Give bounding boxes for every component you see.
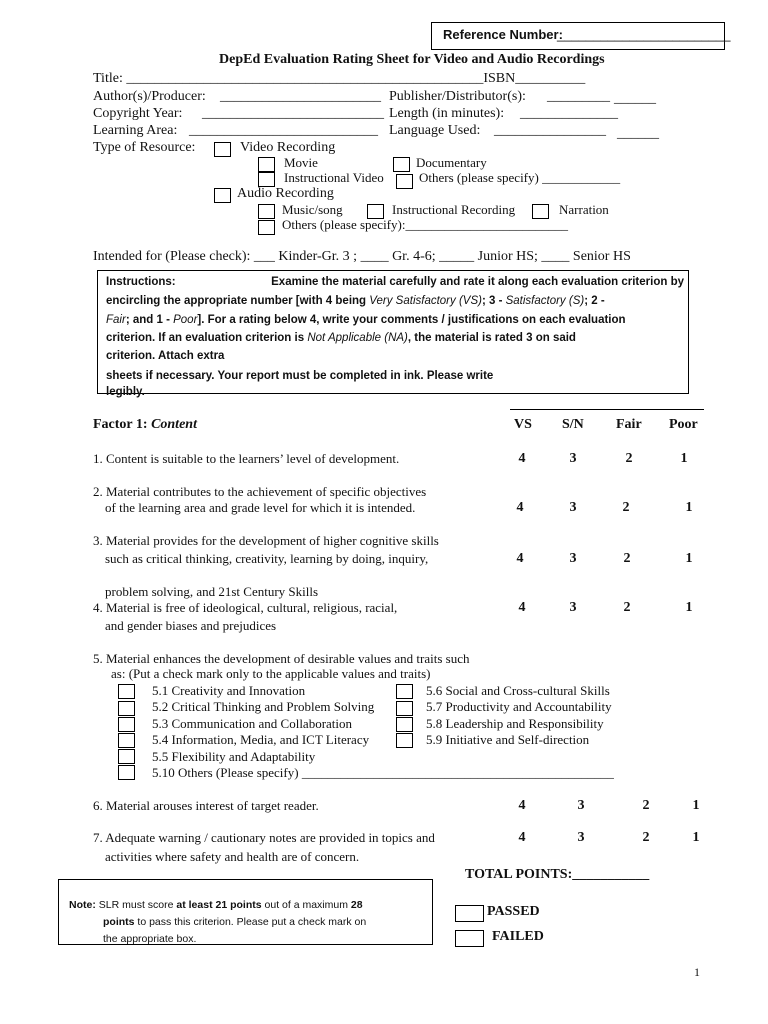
instructions-line-5: criterion. Attach extra (106, 350, 225, 362)
c1-score-3[interactable]: 3 (569, 451, 577, 466)
total-points[interactable]: TOTAL POINTS:___________ (465, 867, 650, 882)
learning-area-field[interactable]: ___________________________ (189, 123, 378, 138)
c2-score-3[interactable]: 3 (569, 500, 577, 515)
audio-others-label[interactable]: Others (please specify):_________________________ (282, 217, 568, 232)
copyright-year-field[interactable]: __________________________ (202, 106, 384, 121)
note-line-3: the appropriate box. (103, 933, 197, 945)
c3-score-2[interactable]: 2 (623, 551, 631, 566)
resource-type-label: Type of Resource: (93, 140, 196, 155)
value-5-10-checkbox[interactable] (118, 765, 135, 780)
instructions-label: Instructions: (106, 276, 176, 288)
note-text-e: points (103, 916, 135, 928)
c1-score-2[interactable]: 2 (625, 451, 633, 466)
title-isbn-field[interactable]: Title: ___________________________________________________ISBN__________ (93, 71, 586, 86)
instructions-text-2c: ; 2 - (584, 295, 605, 307)
author-label: Author(s)/Producer: (93, 89, 206, 104)
instructions-line-2 (106, 295, 605, 307)
narration-label: Narration (559, 202, 609, 217)
criterion-2-line-1: 2. Material contributes to the achievement of specific objectives (93, 484, 427, 499)
instructions-s: Satisfactory (S) (505, 295, 585, 307)
criterion-3-line-3: problem solving, and 21st Century Skills (105, 584, 319, 599)
value-5-3-label: 5.3 Communication and Collaboration (152, 716, 353, 731)
criterion-3-line-2: such as critical thinking, creativity, learning by doing, inquiry, (105, 551, 429, 566)
value-5-7-checkbox[interactable] (396, 701, 413, 716)
c6-score-3[interactable]: 3 (577, 798, 585, 813)
criterion-5-line-1: 5. Material enhances the development of desirable values and traits such (93, 651, 470, 666)
c4-score-3[interactable]: 3 (569, 600, 577, 615)
value-5-9-checkbox[interactable] (396, 733, 413, 748)
learning-area-label: Learning Area: (93, 123, 178, 138)
instructions-text-2b: ; 3 - (481, 295, 503, 307)
note-line-1 (69, 899, 363, 911)
language-label: Language Used: (389, 123, 481, 138)
copyright-year-label: Copyright Year: (93, 106, 183, 121)
c7-score-1[interactable]: 1 (692, 830, 700, 845)
instructions-line-3 (106, 314, 626, 326)
value-5-8-checkbox[interactable] (396, 717, 413, 732)
failed-checkbox[interactable] (455, 930, 484, 947)
value-5-4-label: 5.4 Information, Media, and ICT Literacy (152, 732, 370, 747)
value-5-5-checkbox[interactable] (118, 749, 135, 764)
criterion-6: 6. Material arouses interest of target reader. (93, 798, 319, 813)
c7-score-4[interactable]: 4 (518, 830, 526, 845)
instructions-text-1: Examine the material carefully and rate it along each evaluation criterion by (271, 276, 684, 288)
publisher-field[interactable]: _________ (547, 89, 610, 104)
note-text-d: 28 (350, 899, 363, 911)
instructional-video-label: Instructional Video (284, 170, 384, 185)
intended-for-line[interactable]: Intended for (Please check): ___ Kinder-Gr. 3 ; ____ Gr. 4-6; _____ Junior HS; ____ Senior HS (93, 249, 631, 264)
c1-score-4[interactable]: 4 (518, 451, 526, 466)
instructions-vs: Very Satisfactory (VS) (369, 295, 482, 307)
instructions-fair: Fair (106, 314, 126, 326)
author-field[interactable]: _______________________ (220, 89, 381, 104)
factor-number: Factor 1: (93, 417, 148, 432)
criterion-5-line-2: as: (Put a check mark only to the applicable values and traits) (111, 666, 431, 681)
value-5-9-label: 5.9 Initiative and Self-direction (426, 732, 590, 747)
movie-checkbox[interactable] (258, 157, 275, 172)
criterion-4-line-1: 4. Material is free of ideological, cultural, religious, racial, (93, 600, 398, 615)
instructions-line-1 (106, 276, 684, 288)
c2-score-2[interactable]: 2 (622, 500, 630, 515)
c6-score-2[interactable]: 2 (642, 798, 650, 813)
c3-score-4[interactable]: 4 (516, 551, 524, 566)
note-text-f: to pass this criterion. Please put a check mark on (137, 916, 367, 928)
c1-score-1[interactable]: 1 (680, 451, 688, 466)
criterion-3-line-1: 3. Material provides for the development of higher cognitive skills (93, 533, 439, 548)
audio-others-checkbox[interactable] (258, 220, 275, 235)
audio-recording-checkbox[interactable] (214, 188, 231, 203)
publisher-label: Publisher/Distributor(s): (389, 89, 526, 104)
value-5-6-label: 5.6 Social and Cross-cultural Skills (426, 683, 610, 698)
value-5-1-checkbox[interactable] (118, 684, 135, 699)
video-recording-checkbox[interactable] (214, 142, 231, 157)
page-number: 1 (694, 965, 700, 979)
instructions-poor: Poor (173, 314, 198, 326)
instructions-line-4 (106, 332, 576, 344)
passed-checkbox[interactable] (455, 905, 484, 922)
instructional-recording-label: Instructional Recording (392, 202, 516, 217)
language-field-extra[interactable]: ______ (617, 126, 659, 141)
music-label: Music/song (282, 202, 343, 217)
value-5-7-label: 5.7 Productivity and Accountability (426, 699, 612, 714)
music-checkbox[interactable] (258, 204, 275, 219)
language-field[interactable]: ________________ (494, 123, 606, 138)
value-5-4-checkbox[interactable] (118, 733, 135, 748)
instructions-line-6: sheets if necessary. Your report must be completed in ink. Please write (106, 370, 494, 382)
instructions-text-3b: ]. For a rating below 4, write your comments / justifications on each evaluation (197, 314, 626, 326)
header-rule (510, 409, 704, 410)
video-others-checkbox[interactable] (396, 174, 413, 189)
col-sn: S/N (562, 417, 584, 432)
criterion-4-line-2: and gender biases and prejudices (105, 618, 277, 633)
instructions-text-3a: ; and 1 - (125, 314, 170, 326)
length-field[interactable]: ______________ (520, 106, 618, 121)
col-vs: VS (514, 417, 532, 432)
note-text-b: at least 21 points (176, 899, 262, 911)
c3-score-3[interactable]: 3 (569, 551, 577, 566)
c2-score-1[interactable]: 1 (685, 500, 693, 515)
value-5-10-label[interactable]: 5.10 Others (Please specify) ________________________________________________ (152, 765, 614, 780)
value-5-2-label: 5.2 Critical Thinking and Problem Solving (152, 699, 375, 714)
criterion-1: 1. Content is suitable to the learners’ level of development. (93, 451, 400, 466)
value-5-1-label: 5.1 Creativity and Innovation (152, 683, 306, 698)
reference-number-blank[interactable]: ________________________ (557, 27, 731, 42)
value-5-8-label: 5.8 Leadership and Responsibility (426, 716, 604, 731)
instructions-line-7: legibly. (106, 386, 145, 398)
note-text-a: SLR must score (98, 899, 174, 911)
c7-score-2[interactable]: 2 (642, 830, 650, 845)
video-others-label[interactable]: Others (please specify) ____________ (419, 170, 621, 185)
c6-score-4[interactable]: 4 (518, 798, 526, 813)
criterion-7-line-1: 7. Adequate warning / cautionary notes are provided in topics and (93, 830, 435, 845)
c7-score-3[interactable]: 3 (577, 830, 585, 845)
documentary-label: Documentary (416, 155, 487, 170)
c4-score-4[interactable]: 4 (518, 600, 526, 615)
factor-name: Content (151, 417, 197, 432)
passed-label: PASSED (487, 904, 540, 919)
c4-score-2[interactable]: 2 (623, 600, 631, 615)
value-5-2-checkbox[interactable] (118, 701, 135, 716)
value-5-6-checkbox[interactable] (396, 684, 413, 699)
publisher-field-extra[interactable]: ______ (614, 91, 656, 106)
page-title: DepEd Evaluation Rating Sheet for Video and Audio Recordings (219, 52, 605, 67)
c2-score-4[interactable]: 4 (516, 500, 524, 515)
reference-number-label: Reference Number: (443, 27, 563, 42)
c3-score-1[interactable]: 1 (685, 551, 693, 566)
value-5-3-checkbox[interactable] (118, 717, 135, 732)
instructions-text-4a: criterion. If an evaluation criterion is (106, 332, 305, 344)
value-5-5-label: 5.5 Flexibility and Adaptability (152, 749, 316, 764)
movie-label: Movie (284, 155, 318, 170)
criterion-7-line-2: activities where safety and health are of concern. (105, 849, 360, 864)
instructions-text-2a: encircling the appropriate number [with 4 being (106, 295, 367, 307)
documentary-checkbox[interactable] (393, 157, 410, 172)
instructional-video-checkbox[interactable] (258, 172, 275, 187)
col-fair: Fair (616, 417, 642, 432)
criterion-2-line-2: of the learning area and grade level for which it is intended. (105, 500, 416, 515)
c4-score-1[interactable]: 1 (685, 600, 693, 615)
audio-recording-label: Audio Recording (237, 186, 334, 201)
note-line-2 (103, 916, 366, 928)
instructions-text-4b: , the material is rated 3 on said (407, 332, 576, 344)
note-text-c: out of a maximum (264, 899, 348, 911)
note-label: Note: (69, 899, 96, 911)
factor-label (93, 417, 197, 433)
length-label: Length (in minutes): (389, 106, 505, 121)
instructions-na: Not Applicable (NA) (307, 332, 408, 344)
c6-score-1[interactable]: 1 (692, 798, 700, 813)
col-poor: Poor (669, 417, 698, 432)
video-recording-label: Video Recording (240, 140, 336, 155)
failed-label: FAILED (492, 929, 544, 944)
